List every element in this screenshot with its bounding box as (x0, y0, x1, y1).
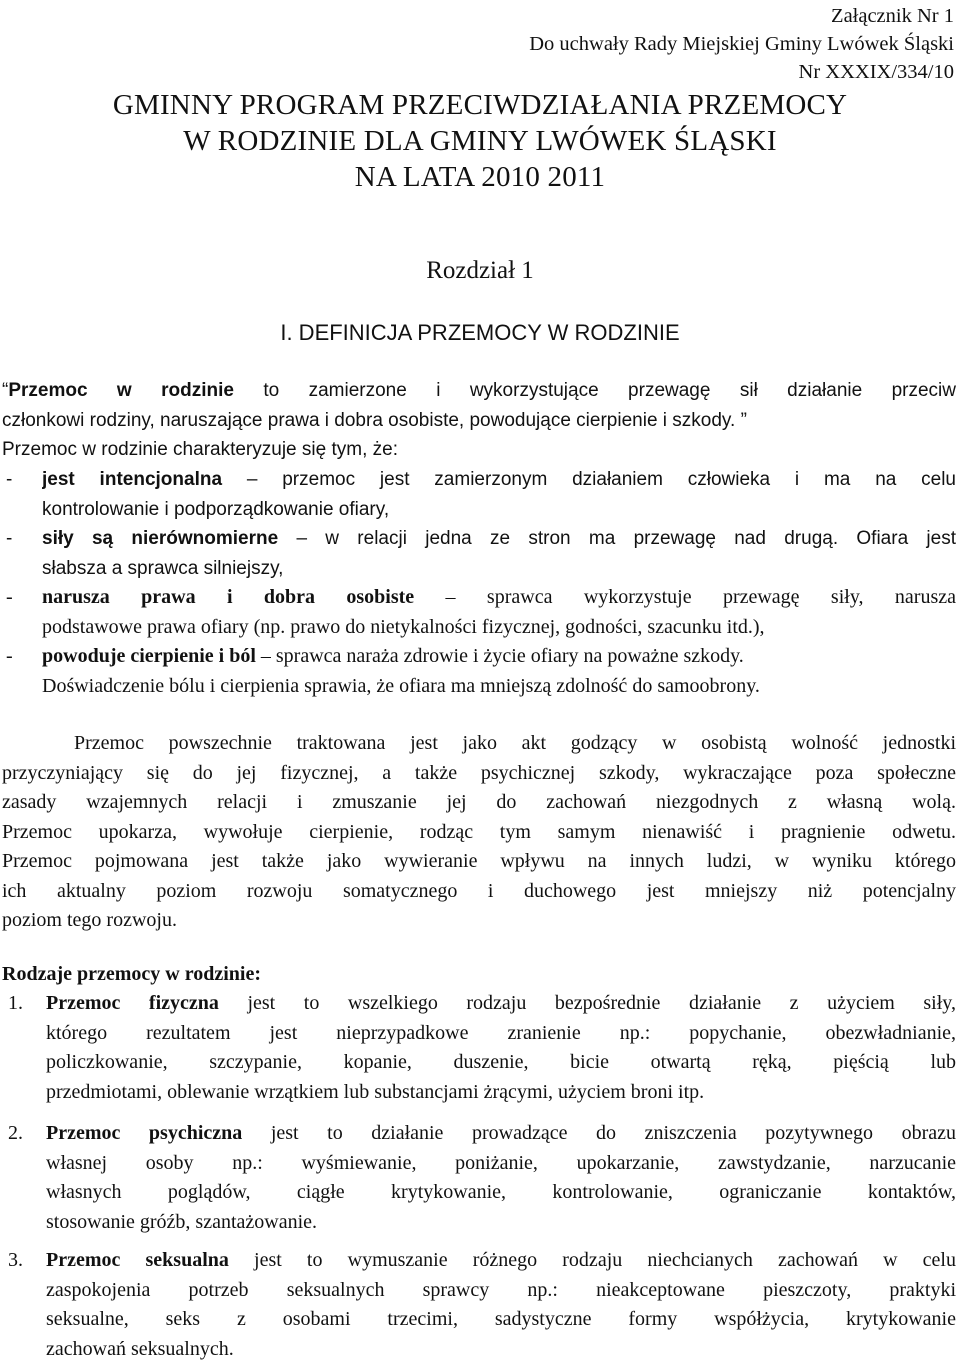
type-title: Przemoc seksualna (46, 1249, 229, 1271)
definition-line-3: Przemoc w rodzinie charakteryzuje się tym, że: (2, 439, 398, 460)
feature-item: - jest intencjonalna – przemoc jest zamierzonym działaniem człowieka i ma na celu kontrolowanie i podporządkowanie ofiary, (6, 465, 956, 524)
types-heading: Rodzaje przemocy w rodzinie: (2, 963, 262, 985)
section-heading: I. DEFINICJA PRZEMOCY W RODZINIE (280, 320, 680, 345)
attachment-number: Załącznik Nr 1 (831, 5, 954, 27)
list-number: 1. (8, 992, 23, 1014)
definition-line-2: członkowi rodziny, naruszające prawa i dobra osobiste, powodujące cierpienie i szkody. ” (2, 409, 747, 431)
feature-item: - siły są nierównomierne – w relacji jedna ze stron ma przewagę nad drugą. Ofiara jest słabsza a sprawca silniejszy, (6, 524, 956, 583)
feature-title: narusza prawa i dobra osobiste (42, 586, 415, 608)
close-quote: ” (735, 409, 747, 431)
chapter-heading: Rozdział 1 (426, 257, 534, 284)
resolution-number: Nr XXXIX/334/10 (798, 61, 954, 83)
document-title-line-1: GMINNY PROGRAM PRZECIWDZIAŁANIA PRZEMOCY (112, 89, 848, 121)
feature-item: - narusza prawa i dobra osobiste – sprawca wykorzystuje przewagę siły, narusza podstawowe prawa ofiary (np. prawo do nietykalności fizycznej, godności, szacunku itd.), (6, 583, 956, 642)
paragraph-line: Przemoc powszechnie traktowana jest jako akt godzący w osobistą wolność jednostki (74, 732, 956, 754)
type-item: 1. Przemoc fizyczna jest to wszelkiego rodzaju bezpośrednie działanie z użyciem siły, którego rezultatem jest nieprzypadkowe zranienie np.: popychanie, obezwładnianie, policzkowanie, szczypanie, kopanie, duszenie, bicie otwartą ręką, pięścią lub przedmiotami, oblewanie wrzątkiem lub substancjami żrącymi, użyciem broni itp. (8, 989, 956, 1107)
list-dash: - (6, 528, 13, 549)
definition-line-1: “Przemoc w rodzinie to zamierzone i wykorzystujące przewagę sił działanie przeciw (2, 380, 956, 401)
paragraph-line: poziom tego rozwoju. (2, 909, 177, 931)
paragraph-line: ich aktualny poziom rozwoju somatycznego i duchowego jest mniejszy niż potencjalny (2, 879, 956, 902)
paragraph-line: Przemoc pojmowana jest także jako wywieranie wpływu na innych ludzi, w wyniku którego (2, 850, 956, 872)
document-title-line-3: NA LATA 2010 2011 (354, 161, 606, 193)
feature-title: siły są nierównomierne (42, 528, 279, 549)
body-paragraph (2, 729, 956, 936)
open-quote: “ (2, 380, 9, 401)
paragraph-line: zasady wzajemnych relacji i zmuszanie jej do zachowań niezgodnych z własną wolą. (2, 791, 956, 813)
type-title: Przemoc psychiczna (46, 1122, 243, 1144)
feature-item: - powoduje cierpienie i ból – sprawca naraża zdrowie i życie ofiary na poważne szkody. Doświadczenie bólu i cierpienia sprawia, że ofiara ma mniejszą zdolność do samoobrony. (6, 642, 956, 701)
list-dash: - (6, 586, 13, 608)
paragraph-line: Przemoc upokarza, wywołuje cierpienie, rodząc tym samym nienawiść i pragnienie odwetu. (2, 820, 956, 843)
document-title-line-2: W RODZINIE DLA GMINY LWÓWEK ŚLĄSKI (183, 125, 777, 157)
paragraph-line: przyczyniający się do jej fizycznej, a także psychicznej szkody, wykraczające poza społeczne (2, 761, 956, 784)
definition-term: Przemoc w rodzinie (8, 380, 234, 401)
list-number: 2. (8, 1122, 23, 1144)
type-title: Przemoc fizyczna (46, 992, 219, 1014)
feature-title: powoduje cierpienie i ból (42, 645, 256, 667)
list-dash: - (6, 469, 13, 490)
type-item: 3. Przemoc seksualna jest to wymuszanie różnego rodzaju niechcianych zachowań w celu zaspokojenia potrzeb seksualnych sprawcy np.: nieakceptowane pieszczoty, praktyki seksualne, seks z osobami trzecimi, sadystyczne formy współżycia, krytykowanie zachowań seksualnych. (8, 1246, 956, 1364)
type-item: 2. Przemoc psychiczna jest to działanie prowadzące do zniszczenia pozytywnego obrazu własnej osoby np.: wyśmiewanie, poniżanie, upokarzanie, zawstydzanie, narzucanie własnych poglądów, ciągłe krytykowanie, kontrolowanie, ograniczanie kontaktów, stosowanie gróźb, szantażowanie. (8, 1119, 956, 1237)
feature-title: jest intencjonalna (42, 469, 223, 490)
list-number: 3. (8, 1249, 23, 1271)
list-dash: - (6, 645, 13, 667)
definition-block (2, 376, 956, 465)
resolution-reference: Do uchwały Rady Miejskiej Gminy Lwówek Śląski (529, 33, 954, 55)
